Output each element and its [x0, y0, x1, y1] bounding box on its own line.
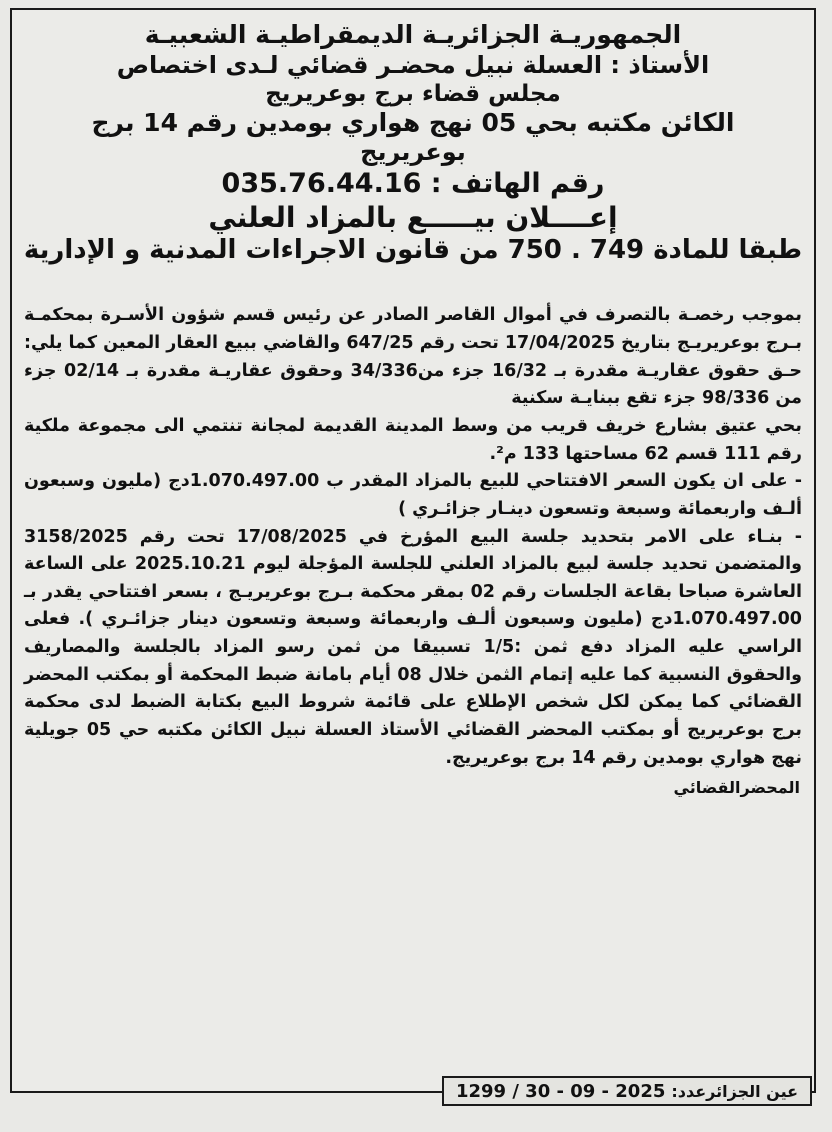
legal-basis: طبقا للمادة 749 . 750 من قانون الاجراءات المدنية و الإدارية — [23, 234, 803, 265]
phone-number: رقم الهاتف : 035.76.44.16 — [221, 167, 605, 199]
paragraph-location: بحي عتيق بشارع خريف قريب من وسط المدينة القديمة لمجانة تنتمي الى مجموعة ملكية رقم 111 قسم 62 مساحتها 133 م². — [24, 415, 802, 464]
republic-heading: الجمهوريـة الجزائريـة الديمقراطيـة الشعبيـة — [144, 20, 682, 49]
publication-footer — [442, 1076, 812, 1106]
notice-title: إعــــلان بيـــــع بالمزاد العلني — [208, 200, 618, 234]
paragraph-opening-price: - على ان يكون السعر الافتتاحي للبيع بالمزاد المقدر ب 1.070.497.00دج (مليون وسبعون ألـف واربعمائة وسبعة وتسعون دينـار جزائـري ) — [24, 471, 802, 519]
court-council: مجلس قضاء برج بوعريريج — [265, 80, 561, 107]
notice-body — [24, 302, 802, 772]
auction-notice — [10, 8, 816, 1093]
office-address: الكائن مكتبه بحي 05 نهج هواري بومدين رقم 14 برج — [91, 107, 735, 137]
paragraph-authorization: بموجب رخصـة بالتصرف في أموال القاصر الصادر عن رئيس قسم شؤون الأسـرة بمحكمـة بـرج بوعريريـج بتاريخ 17/04/2025 تحت رقم 647/25 والقاضي ببيع العقار المعين كما يلي: حـق حقوق عقاريـة مقدرة بـ 16/32 جزء من34/336 وحقوق عقاريـة مقدرة بـ 02/14 جزء من 98/336 جزء تقع ببنايـة سكنية — [24, 305, 802, 409]
notice-header — [12, 10, 814, 266]
paragraph-session: - بنـاء على الامر بتحديد جلسة البيع المؤرخ في 17/08/2025 تحت رقم 3158/2025 والمتضمن تحديد جلسة لبيع بالمزاد العلني للجلسة المؤجلة ليوم 2025.10.21 على الساعة العاشرة صباحا بقاعة الجلسات رقم 02 بمقر محكمة بـرج بوعريريـج ، بسعر افتتاحي يقدر بـ 1.070.497.00دج (مليون وسبعون ألـف واربعمائة وسبعة وتسعون دينار جزائـري ). فعلى الراسي عليه المزاد دفع ثمن :1/5 تسبيقا من ثمن رسو المزاد بالجلسة والمصاريف والحقوق النسبية كما عليه إتمام الثمن خلال 08 أيام بامانة ضبط المحكمة أو بمكتب المحضر القضائي كما يمكن لكل شخص الإطلاع على قائمة شروط البيع بكتابة الضبط لدى محكمة برج بوعريريج أو بمكتب المحضر القضائي الأستاذ العسلة نبيل الكائن مكتبه حي 05 جويلية نهج هواري بومدين رقم 14 برج بوعريريج. — [24, 526, 802, 768]
publication-reference: 1299 / 30 - 09 - 2025 — [455, 1080, 666, 1102]
publication-source: عين الجزائرعدد: — [671, 1081, 799, 1101]
office-city: بوعريريج — [360, 138, 466, 167]
bailiff-name: الأستاذ : العسلة نبيل محضـر قضائي لـدى اختصاص — [116, 50, 710, 79]
signer: المحضرالقضائي — [673, 778, 800, 798]
